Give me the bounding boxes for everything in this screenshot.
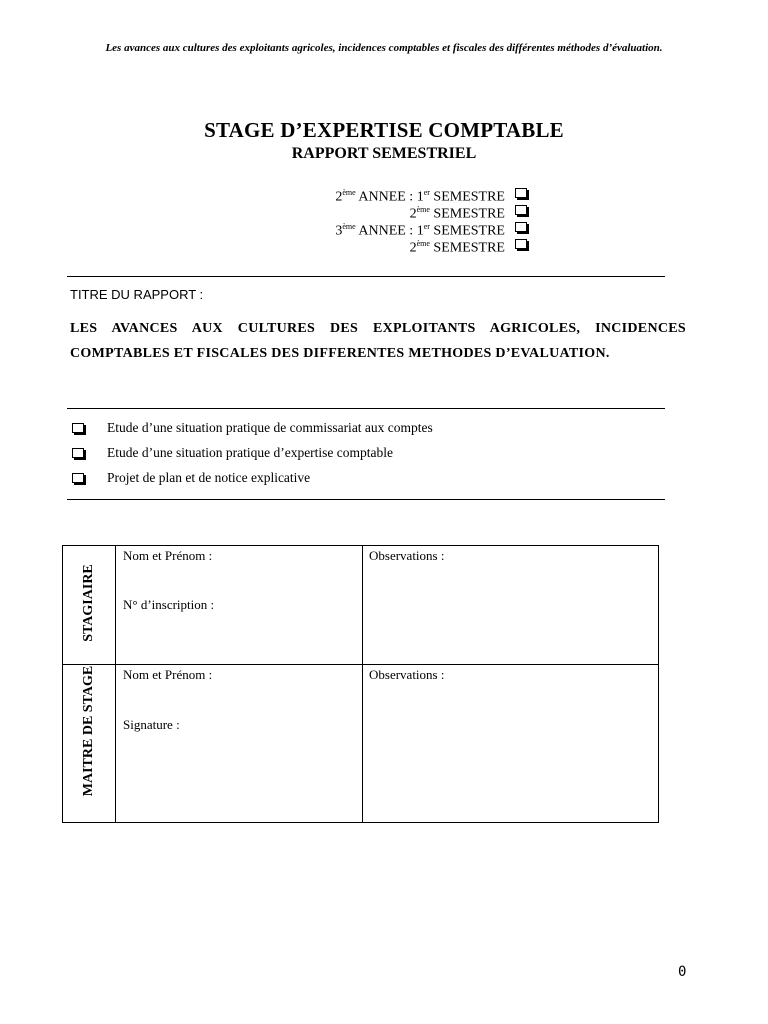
maitre-observations-cell[interactable] bbox=[363, 665, 659, 823]
checkbox-icon[interactable] bbox=[72, 423, 84, 433]
semester-row-label: 2ème SEMESTRE bbox=[409, 205, 505, 222]
checkbox-icon[interactable] bbox=[515, 239, 527, 249]
maitre-section bbox=[63, 665, 116, 823]
divider bbox=[67, 276, 665, 277]
checkbox-icon[interactable] bbox=[72, 448, 84, 458]
semester-row bbox=[0, 218, 768, 239]
checkbox-icon[interactable] bbox=[515, 222, 527, 232]
maitre-label: MAITRE DE STAGE bbox=[81, 665, 96, 797]
stagiaire-row bbox=[63, 546, 659, 665]
stagiaire-identity-cell[interactable] bbox=[116, 546, 363, 665]
page-number: 0 bbox=[678, 964, 687, 980]
checkbox-icon[interactable] bbox=[515, 205, 527, 215]
stagiaire-observations-cell[interactable] bbox=[363, 546, 659, 665]
stagiaire-label: STAGIAIRE bbox=[81, 563, 96, 642]
stagiaire-section bbox=[63, 546, 116, 665]
signature-table bbox=[62, 545, 659, 823]
report-title-label: TITRE DU RAPPORT : bbox=[70, 287, 204, 302]
semester-row-label: 3ème ANNEE : 1er SEMESTRE bbox=[335, 222, 505, 239]
option-label: Etude d’une situation pratique de commissariat aux comptes bbox=[107, 420, 433, 435]
divider bbox=[67, 408, 665, 409]
semester-row bbox=[0, 235, 768, 256]
option-label: Etude d’une situation pratique d’expertise comptable bbox=[107, 445, 394, 460]
semester-row bbox=[0, 184, 768, 205]
document-title: STAGE D’EXPERTISE COMPTABLE bbox=[204, 118, 564, 142]
observations-label: Observations : bbox=[369, 667, 445, 682]
running-header: Les avances aux cultures des exploitants agricoles, incidences comptables et fiscales des différentes méthodes d’évaluation. bbox=[105, 42, 663, 54]
divider bbox=[67, 499, 665, 500]
maitre-row bbox=[63, 665, 659, 823]
observations-label: Observations : bbox=[369, 548, 445, 563]
document-subtitle: RAPPORT SEMESTRIEL bbox=[291, 145, 477, 162]
semester-row-label: 2ème SEMESTRE bbox=[409, 239, 505, 256]
checkbox-icon[interactable] bbox=[515, 188, 527, 198]
semester-row bbox=[0, 201, 768, 222]
semester-list bbox=[0, 184, 768, 256]
checkbox-icon[interactable] bbox=[72, 473, 84, 483]
name-field-label: Nom et Prénom : bbox=[123, 667, 213, 682]
semester-row-label: 2ème ANNEE : 1er SEMESTRE bbox=[335, 188, 505, 205]
report-title: LES AVANCES AUX CULTURES DES EXPLOITANTS AGRICOLES, INCIDENCES COMPTABLES ET FISCALES DES DIFFERENTES METHODES D’EVALUATION. bbox=[70, 321, 686, 361]
registration-field-label: N° d’inscription : bbox=[123, 597, 215, 612]
name-field-label: Nom et Prénom : bbox=[123, 548, 213, 563]
signature-field-label: Signature : bbox=[123, 717, 180, 732]
option-label: Projet de plan et de notice explicative bbox=[107, 470, 311, 485]
maitre-identity-cell[interactable] bbox=[116, 665, 363, 823]
